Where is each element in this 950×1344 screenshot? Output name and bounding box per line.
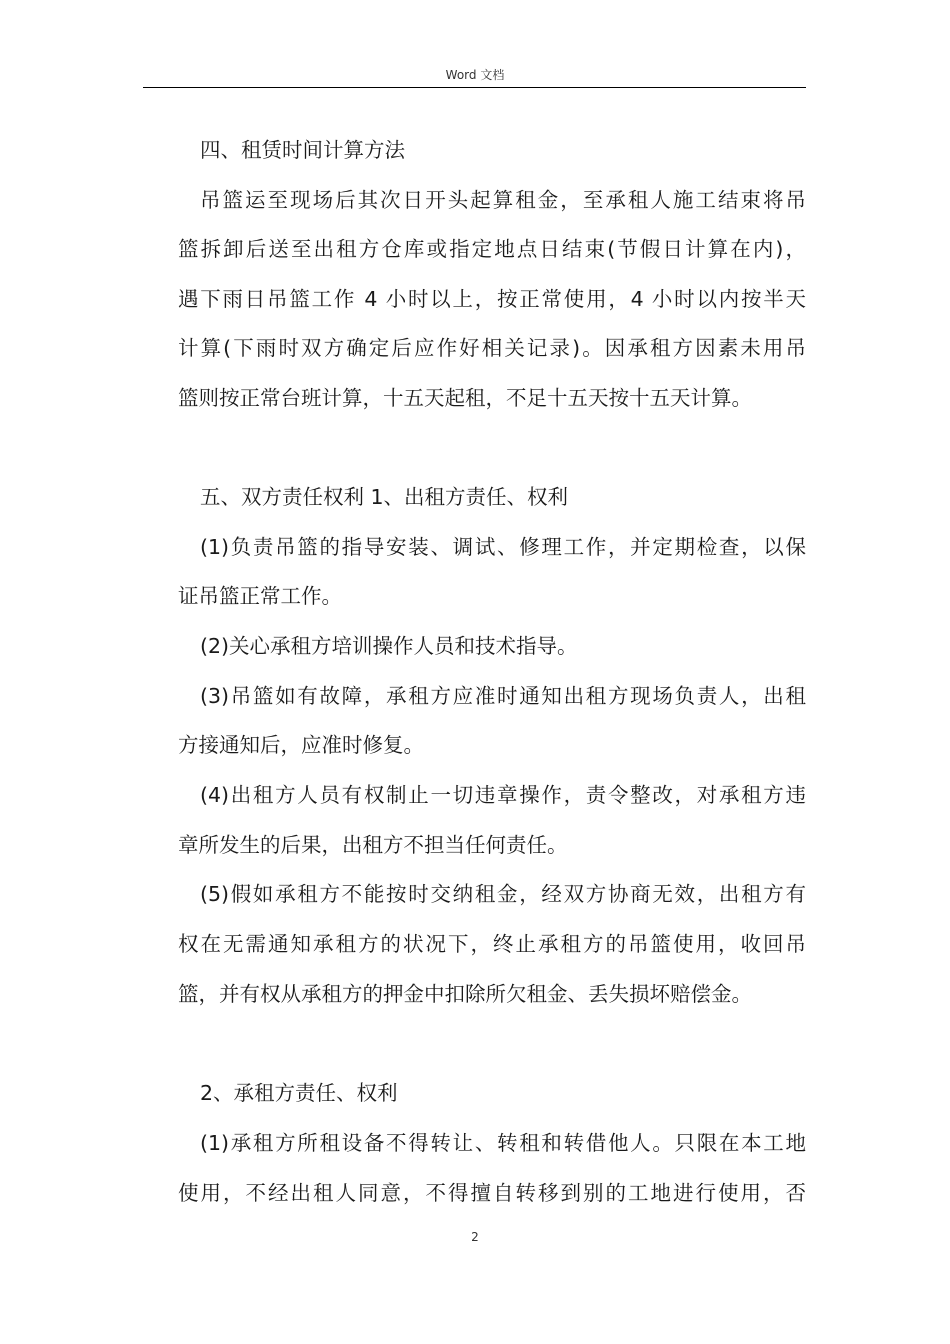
paragraph-line: 篮则按正常台班计算，十五天起租，不足十五天按十五天计算。: [178, 386, 752, 410]
paragraph-line: (4)出租方人员有权制止一切违章操作，责令整改，对承租方违: [200, 783, 806, 807]
paragraph-line: 章所发生的后果，出租方不担当任何责任。: [178, 833, 568, 857]
paragraph-line: 使用，不经出租人同意，不得擅自转移到别的工地进行使用，否: [178, 1181, 806, 1205]
paragraph-line: 吊篮运至现场后其次日开头起算租金，至承租人施工结束将吊: [200, 188, 806, 212]
paragraph-line: (1)承租方所租设备不得转让、转租和转借他人。只限在本工地: [200, 1131, 806, 1155]
paragraph-line: 权在无需通知承租方的状况下，终止承租方的吊篮使用，收回吊: [178, 932, 806, 956]
paragraph-line: 篮拆卸后送至出租方仓库或指定地点日结束(节假日计算在内)，: [178, 237, 806, 261]
section-heading-lease-time: 四、租赁时间计算方法: [200, 138, 405, 162]
section-heading-responsibilities: 五、双方责任权利 1、出租方责任、权利: [200, 485, 569, 509]
paragraph-line: 方接通知后，应准时修复。: [178, 733, 424, 757]
paragraph-line: 计算(下雨时双方确定后应作好相关记录)。因承租方因素未用吊: [178, 336, 806, 360]
paragraph-line: (5)假如承租方不能按时交纳租金，经双方协商无效，出租方有: [200, 882, 806, 906]
page-header: Word 文档: [445, 68, 505, 82]
paragraph-line: (2)关心承租方培训操作人员和技术指导。: [200, 634, 578, 658]
section-heading-lessee: 2、承租方责任、权利: [200, 1081, 398, 1105]
paragraph-line: 篮，并有权从承租方的押金中扣除所欠租金、丢失损坏赔偿金。: [178, 982, 752, 1006]
header-divider: [143, 87, 806, 88]
paragraph-line: 遇下雨日吊篮工作 4 小时以上，按正常使用，4 小时以内按半天: [178, 287, 806, 311]
paragraph-line: (1)负责吊篮的指导安装、调试、修理工作，并定期检查，以保: [200, 535, 806, 559]
paragraph-line: (3)吊篮如有故障，承租方应准时通知出租方现场负责人，出租: [200, 684, 806, 708]
paragraph-line: 证吊篮正常工作。: [178, 584, 342, 608]
page-number: 2: [471, 1230, 479, 1244]
